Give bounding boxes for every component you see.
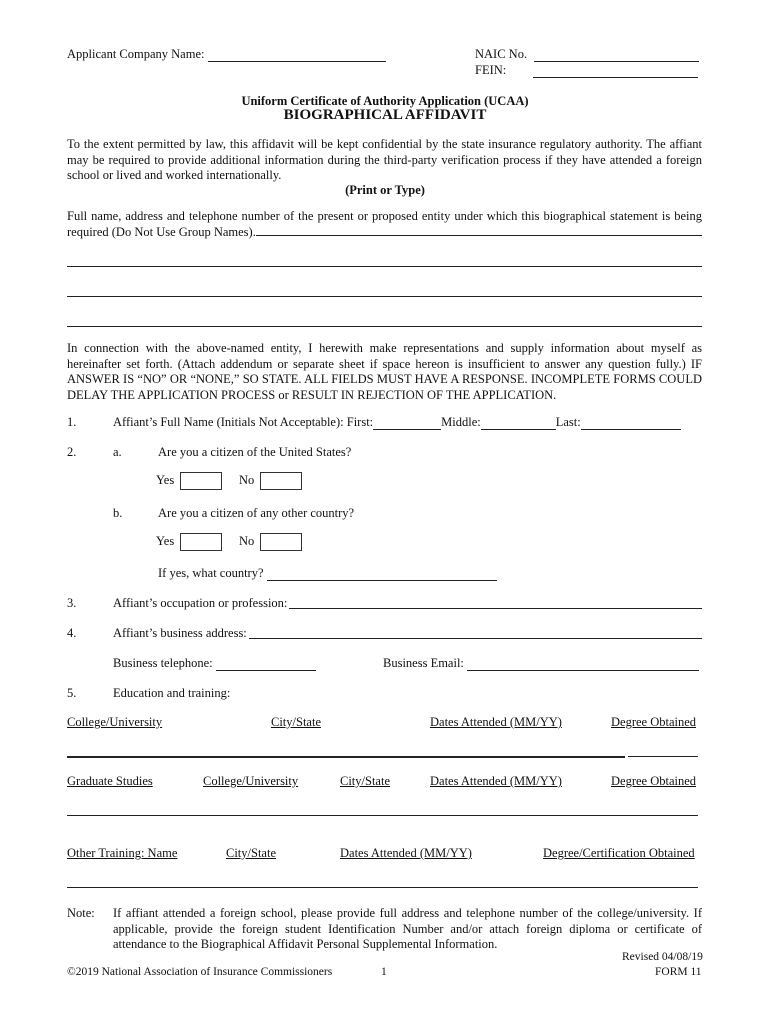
business-telephone-input[interactable] xyxy=(216,658,316,671)
form-subtitle: Uniform Certificate of Authority Application (UCAA) xyxy=(241,94,529,108)
q2-number: 2. xyxy=(67,445,77,459)
form-number: FORM 11 xyxy=(655,966,702,978)
print-or-type: (Print or Type) xyxy=(345,183,425,197)
q2a-yes-label: Yes xyxy=(156,472,175,487)
q2b-no-checkbox[interactable] xyxy=(260,533,302,551)
note-text: If affiant attended a foreign school, please provide full address and telephone number of the college/university. If applicable, provide the foreign student Identification Number and/or attach foreign diploma or certificate of attendance to the Biographical Affidavit Personal Supplemental Information. xyxy=(113,906,702,951)
q4-number: 4. xyxy=(67,626,77,640)
q2b-question: Are you a citizen of any other country? xyxy=(158,506,355,520)
other-header-dates: Dates Attended (MM/YY) xyxy=(340,846,472,860)
business-email-input[interactable] xyxy=(467,658,699,671)
q1-last-label: Last: xyxy=(555,415,581,429)
business-email-row xyxy=(383,656,699,671)
middle-name-input[interactable] xyxy=(481,417,556,430)
fein-line[interactable] xyxy=(533,65,698,78)
education-label: Education and training: xyxy=(113,686,231,700)
confidentiality-paragraph: To the extent permitted by law, this affidavit will be kept confidential by the state insurance regulatory authority. The affiant may be required to provide additional information during the third-party verification process if they have attended a foreign school or lived and worked internationally. xyxy=(67,137,702,182)
naic-line[interactable] xyxy=(534,49,699,62)
q2b-yes-checkbox[interactable] xyxy=(180,533,222,551)
company-name-line[interactable] xyxy=(208,49,386,62)
q2b-no-label: No xyxy=(239,533,255,548)
business-address-label: Affiant’s business address: xyxy=(113,626,247,640)
grad-header-dates: Dates Attended (MM/YY) xyxy=(430,774,562,788)
entity-text: Full name, address and telephone number of the present or proposed entity under which this biographical statement is being required (Do Not Use Group Names). xyxy=(67,209,702,239)
entity-line-2[interactable] xyxy=(67,266,702,267)
q2b-no-option xyxy=(239,533,302,551)
business-email-label: Business Email: xyxy=(383,656,464,670)
other-entry-line[interactable] xyxy=(67,887,698,888)
occupation-input[interactable] xyxy=(289,608,702,609)
entity-line-3[interactable] xyxy=(67,296,702,297)
q2a-letter: a. xyxy=(113,445,122,459)
q2b-letter: b. xyxy=(113,506,123,520)
q2a-yes-checkbox[interactable] xyxy=(180,472,222,490)
country-input[interactable] xyxy=(267,568,497,581)
college-header-city: City/State xyxy=(271,715,321,729)
q2b-yes-label: Yes xyxy=(156,533,175,548)
college-header-degree: Degree Obtained xyxy=(611,715,697,729)
company-name-field[interactable] xyxy=(67,47,386,62)
q1-number: 1. xyxy=(67,415,77,429)
business-telephone-row xyxy=(113,656,316,671)
first-name-input[interactable] xyxy=(373,417,441,430)
grad-header-city: City/State xyxy=(340,774,390,788)
q2a-no-option xyxy=(239,472,302,490)
q2a-question: Are you a citizen of the United States? xyxy=(158,445,352,459)
q2a-no-checkbox[interactable] xyxy=(260,472,302,490)
q2a-no-label: No xyxy=(239,472,255,487)
grad-header-degree: Degree Obtained xyxy=(611,774,697,788)
form-title: BIOGRAPHICAL AFFIDAVIT xyxy=(283,107,487,123)
q2b-yes-option xyxy=(156,533,222,551)
connection-paragraph: In connection with the above-named entity, I herewith make representations and supply information about myself as hereinafter set forth. (Attach addendum or separate sheet if space hereon is insufficient to answer any question fully.) IF ANSWER IS “NO” OR “NONE,” SO STATE. ALL FIELDS MUST HAVE A RESPONSE. INCOMPLETE FORMS COULD DELAY THE APPLICATION PROCESS or RESULT IN REJECTION OF THE APPLICATION. xyxy=(67,341,702,402)
q2b-country-row xyxy=(158,566,497,581)
copyright: ©2019 National Association of Insurance Commissioners xyxy=(67,966,333,978)
college-header-college: College/University xyxy=(67,715,163,729)
college-degree-line[interactable] xyxy=(628,756,698,757)
naic-label: NAIC No. xyxy=(475,47,528,61)
fein-label: FEIN: xyxy=(475,63,507,77)
q5-number: 5. xyxy=(67,686,77,700)
other-header-city: City/State xyxy=(226,846,276,860)
grad-entry-line[interactable] xyxy=(67,815,698,816)
q2a-yes-option xyxy=(156,472,222,490)
other-header-degree: Degree/Certification Obtained xyxy=(543,846,695,860)
page-number: 1 xyxy=(381,966,387,978)
entity-line-4[interactable] xyxy=(67,326,702,327)
business-telephone-label: Business telephone: xyxy=(113,656,213,670)
note-label: Note: xyxy=(67,906,95,920)
last-name-input[interactable] xyxy=(581,417,681,430)
college-entry-line[interactable] xyxy=(67,756,625,758)
business-address-input[interactable] xyxy=(249,638,702,639)
naic-field[interactable] xyxy=(475,47,699,62)
grad-header-studies: Graduate Studies xyxy=(67,774,153,788)
q1-name-row xyxy=(113,415,681,430)
revised-date: Revised 04/08/19 xyxy=(622,951,703,963)
company-name-label: Applicant Company Name: xyxy=(67,47,205,61)
q1-first-label: Affiant’s Full Name (Initials Not Acceptable): First: xyxy=(113,415,374,429)
other-header-name: Other Training: Name xyxy=(67,846,178,860)
fein-field[interactable] xyxy=(475,63,698,78)
grad-header-college: College/University xyxy=(203,774,299,788)
q3-number: 3. xyxy=(67,596,77,610)
occupation-label: Affiant’s occupation or profession: xyxy=(113,596,288,610)
entity-line-1[interactable] xyxy=(256,235,702,236)
country-label: If yes, what country? xyxy=(158,566,264,580)
q1-middle-label: Middle: xyxy=(441,415,481,429)
college-header-dates: Dates Attended (MM/YY) xyxy=(430,715,562,729)
